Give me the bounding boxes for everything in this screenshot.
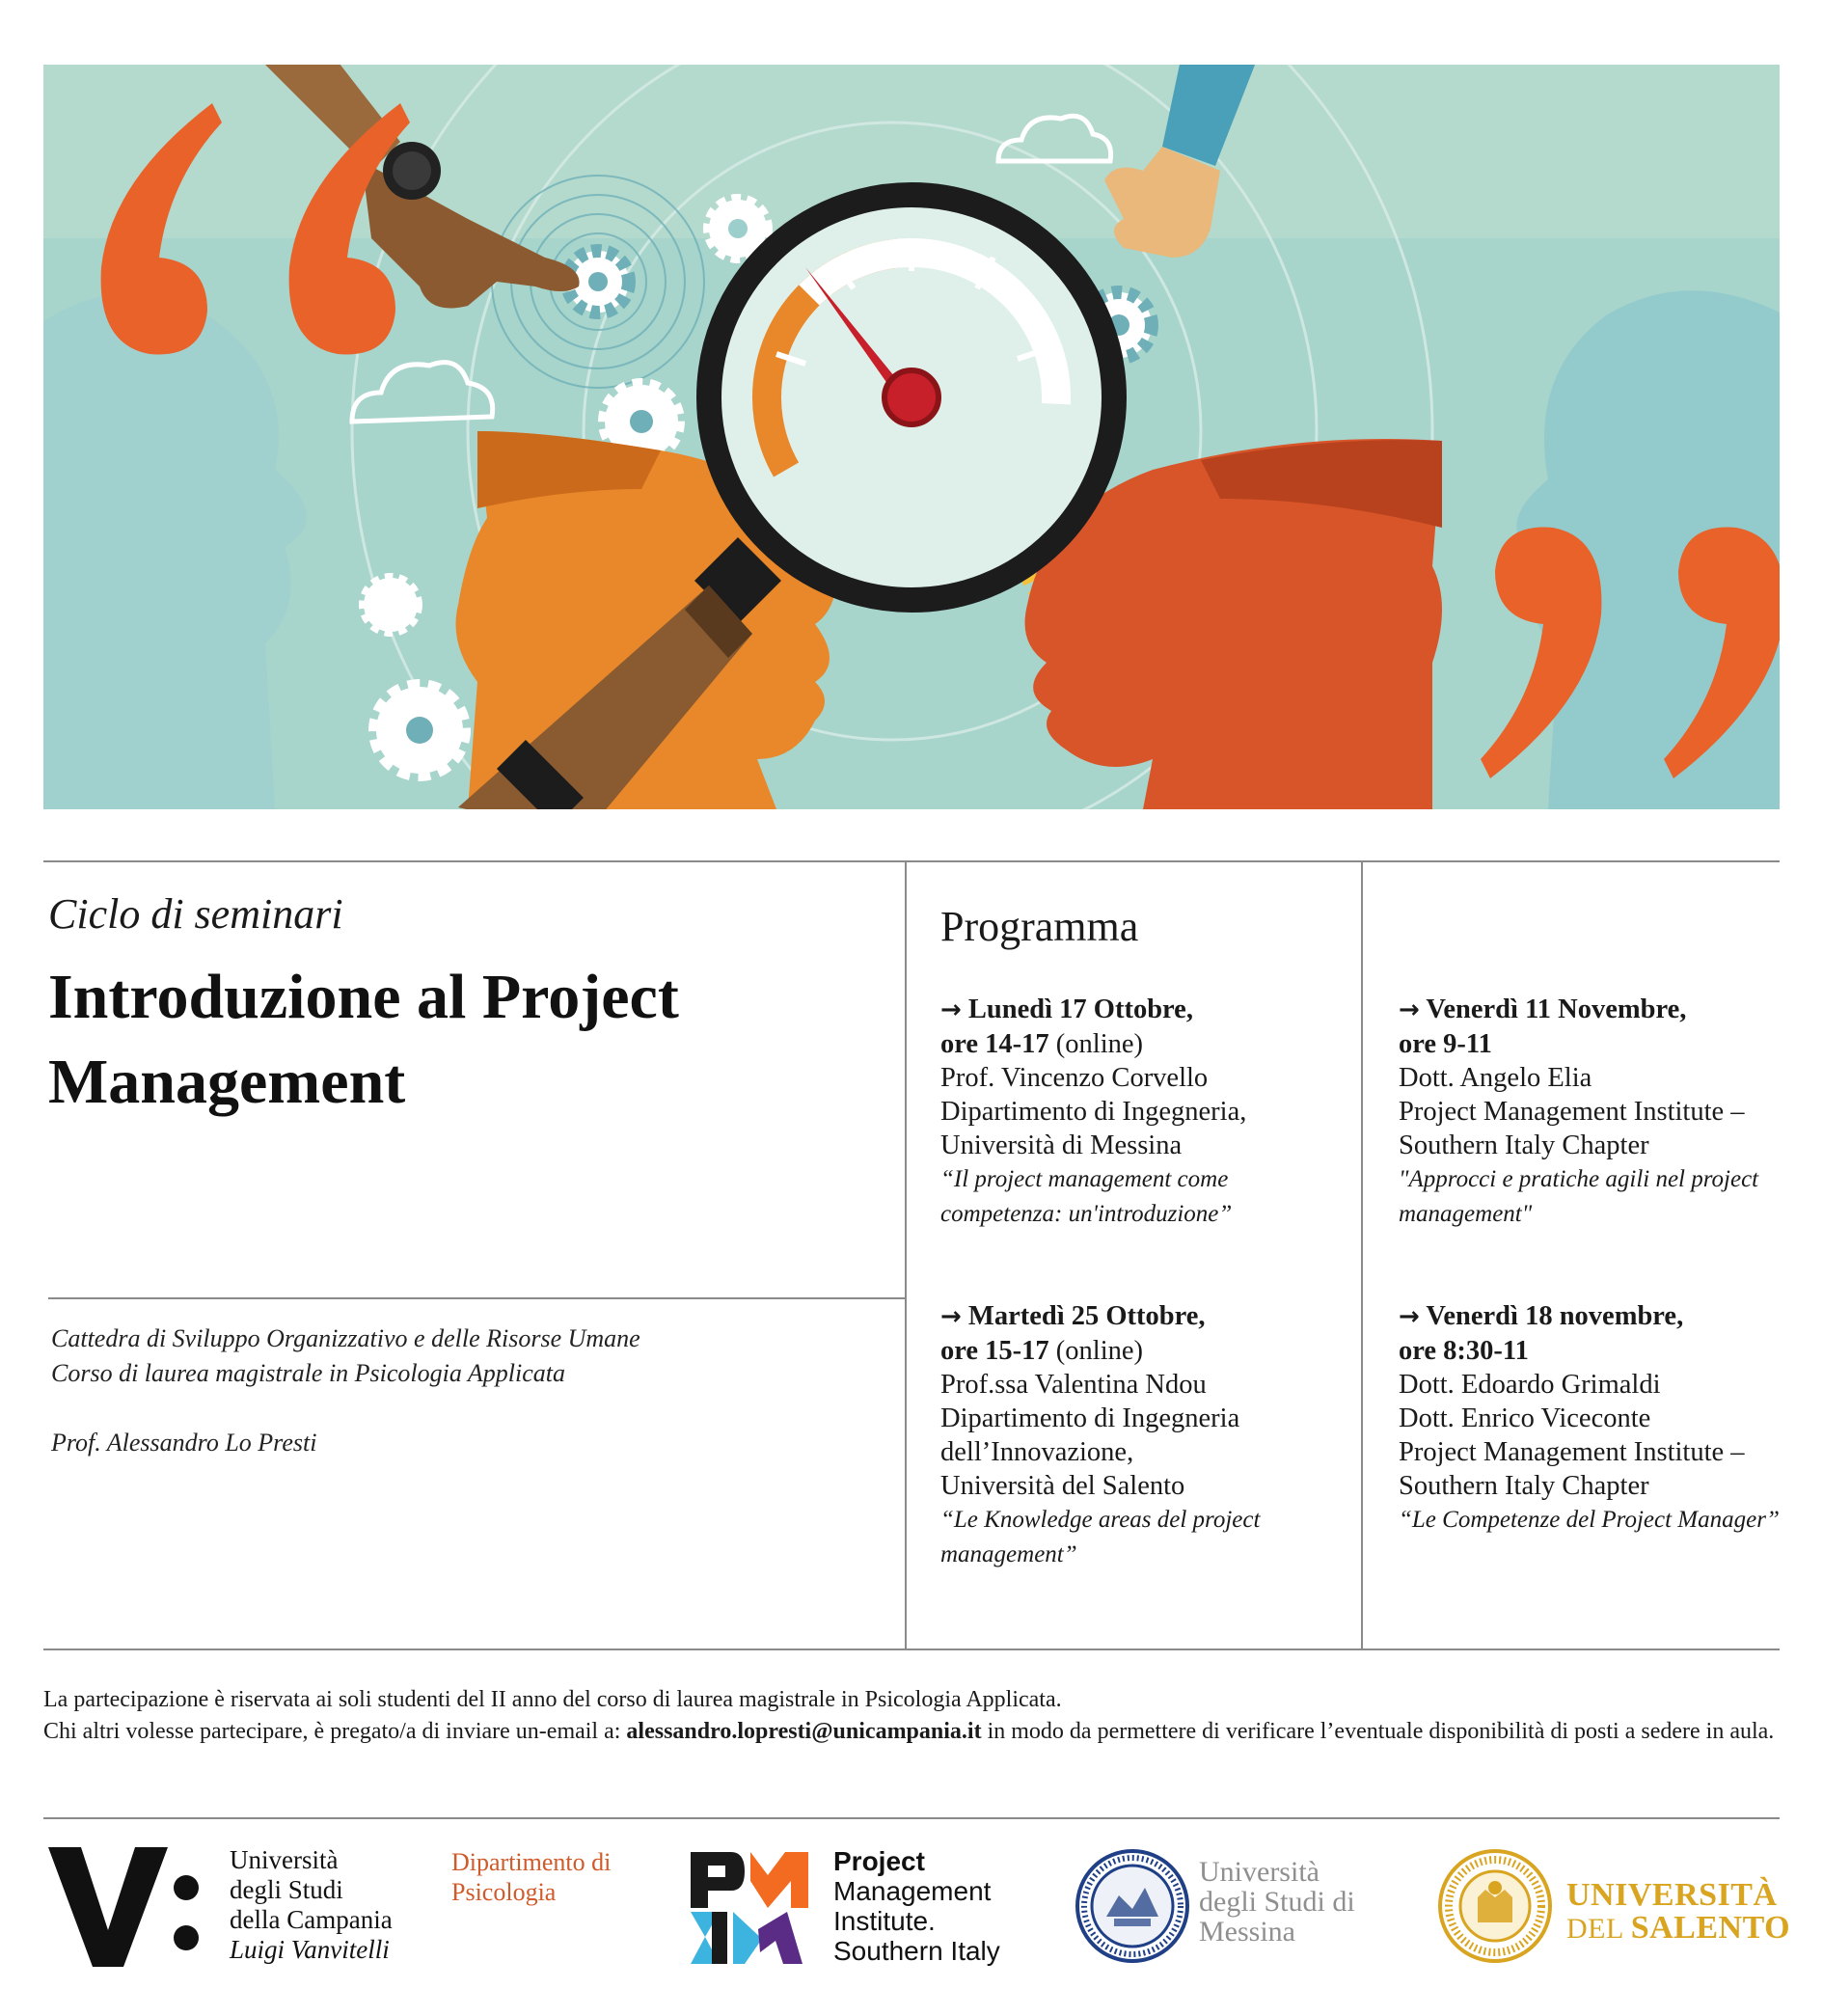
- degree-line: Corso di laurea magistrale in Psicologia Applicata: [51, 1359, 565, 1387]
- column-divider-2: [1361, 860, 1363, 1649]
- event-affiliation: Southern Italy Chapter: [1399, 1131, 1649, 1160]
- note-line: in modo da permettere di verificare l’eventuale disponibilità di posti a sedere in aula.: [981, 1719, 1775, 1744]
- arrow-right-icon: →: [1399, 1302, 1420, 1331]
- event-mode: (online): [1055, 1029, 1143, 1059]
- salento-name: UNIVERSITÀ DEL SALENTO: [1566, 1877, 1791, 1946]
- vanvitelli-name: Università degli Studi della Campania Luigi Vanvitelli: [230, 1845, 393, 1964]
- event-mode: (online): [1055, 1336, 1143, 1366]
- event-time: ore 9-11: [1399, 1029, 1492, 1059]
- arrow-right-icon: →: [1399, 995, 1420, 1024]
- chair-line: Cattedra di Sviluppo Organizzativo e delle Risorse Umane: [51, 1324, 640, 1352]
- top-divider: [43, 860, 1780, 862]
- pmi-logo-icon: [691, 1852, 808, 1966]
- logo-divider: [43, 1817, 1780, 1819]
- event-affiliation: Dipartimento di Ingegneria: [940, 1403, 1240, 1433]
- messina-name: Università degli Studi di Messina: [1199, 1856, 1355, 1948]
- hero-illustration: [43, 65, 1780, 809]
- course-info: [51, 1321, 881, 1460]
- event-speaker: Prof.ssa Valentina Ndou: [940, 1370, 1207, 1400]
- event-affiliation: Project Management Institute –: [1399, 1437, 1745, 1467]
- note-line: La partecipazione è riservata ai soli studenti del II anno del corso di laurea magistrale in Psicologia Applicata.: [43, 1687, 1062, 1712]
- event-speaker: Dott. Edoardo Grimaldi: [1399, 1370, 1661, 1400]
- event-item: [1399, 1299, 1780, 1538]
- event-date: Martedì 25 Ottobre,: [967, 1301, 1206, 1331]
- department-name: Dipartimento di Psicologia: [451, 1848, 612, 1906]
- event-affiliation: Università del Salento: [940, 1471, 1185, 1501]
- arrow-right-icon: →: [940, 1302, 962, 1331]
- middle-divider: [43, 1648, 1780, 1650]
- messina-seal-icon: [1075, 1849, 1189, 1963]
- salento-seal-icon: [1437, 1849, 1553, 1963]
- page-title: Introduzione al Project Management: [48, 962, 679, 1117]
- event-affiliation: Project Management Institute –: [1399, 1097, 1745, 1127]
- event-item: [940, 993, 1246, 1232]
- event-date: Lunedì 17 Ottobre,: [967, 994, 1193, 1024]
- participation-note: [43, 1684, 1780, 1748]
- event-topic: competenza: un'introduzione”: [940, 1201, 1233, 1227]
- note-line: Chi altri volesse partecipare, è pregato/a di inviare un-email a:: [43, 1719, 627, 1744]
- event-affiliation: Università di Messina: [940, 1131, 1183, 1160]
- event-time: ore 8:30-11: [1399, 1336, 1529, 1366]
- event-affiliation: dell’Innovazione,: [940, 1437, 1134, 1467]
- event-affiliation: Dipartimento di Ingegneria,: [940, 1097, 1247, 1127]
- column-divider-1: [905, 860, 907, 1649]
- left-section-divider: [48, 1297, 905, 1299]
- arrow-right-icon: →: [940, 995, 962, 1024]
- pmi-name: Project Management Institute. Southern Italy: [833, 1846, 1000, 1966]
- program-heading: Programma: [940, 903, 1139, 950]
- event-topic: "Approcci e pratiche agili nel project: [1399, 1166, 1759, 1192]
- series-label: Ciclo di seminari: [48, 890, 343, 938]
- event-topic: “Le Knowledge areas del project: [940, 1507, 1261, 1533]
- event-speaker: Dott. Enrico Viceconte: [1399, 1403, 1651, 1433]
- event-item: [940, 1299, 1260, 1572]
- event-topic: “Il project management come: [940, 1166, 1229, 1192]
- professor-line: Prof. Alessandro Lo Presti: [51, 1429, 317, 1457]
- event-date: Venerdì 11 Novembre,: [1426, 994, 1687, 1024]
- event-affiliation: Southern Italy Chapter: [1399, 1471, 1649, 1501]
- event-item: [1399, 993, 1758, 1232]
- vanvitelli-logo-icon: [48, 1847, 203, 1967]
- event-topic: “Le Competenze del Project Manager”: [1399, 1507, 1780, 1533]
- event-time: ore 15-17: [940, 1336, 1049, 1366]
- contact-email-link[interactable]: alessandro.lopresti@unicampania.it: [626, 1719, 982, 1744]
- event-topic: management”: [940, 1541, 1077, 1567]
- event-date: Venerdì 18 novembre,: [1426, 1301, 1684, 1331]
- event-speaker: Prof. Vincenzo Corvello: [940, 1063, 1209, 1093]
- event-topic: management": [1399, 1201, 1533, 1227]
- event-speaker: Dott. Angelo Elia: [1399, 1063, 1592, 1093]
- event-time: ore 14-17: [940, 1029, 1049, 1059]
